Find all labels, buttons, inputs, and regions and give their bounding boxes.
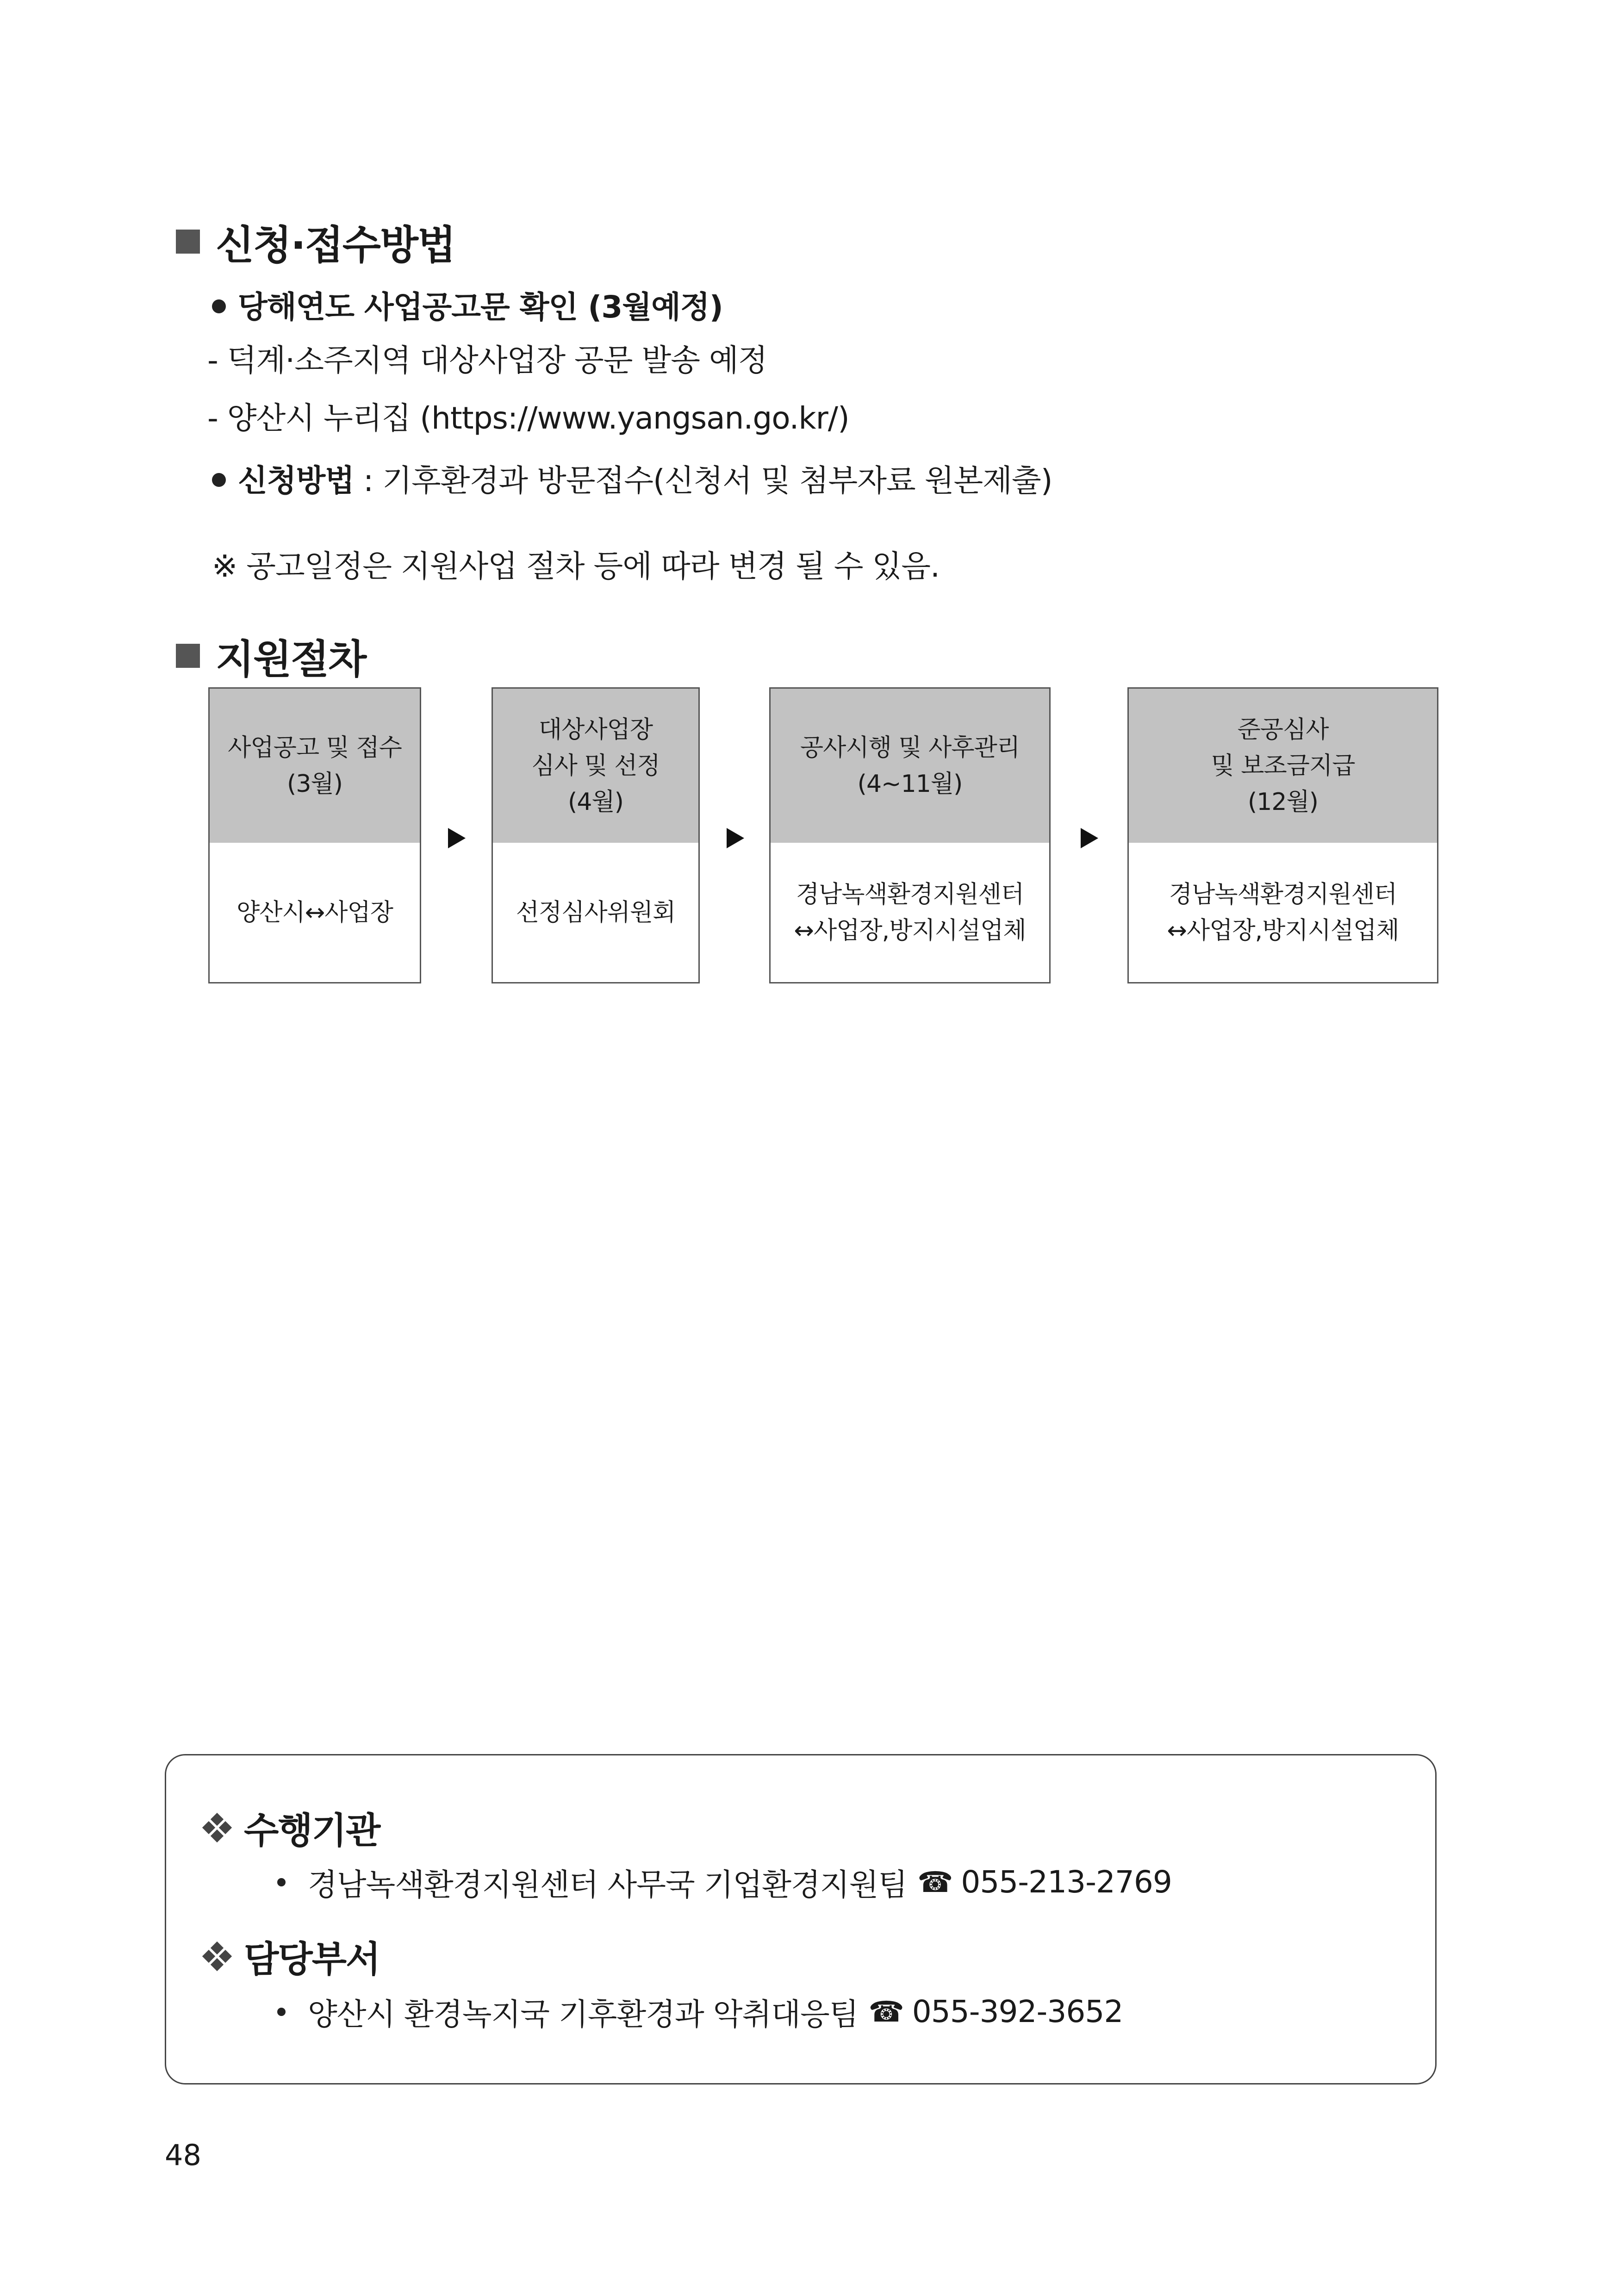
step-body	[1129, 843, 1437, 982]
agency-line	[277, 1860, 1172, 1904]
department-line	[277, 1990, 1123, 2034]
step-header	[493, 689, 698, 843]
section-title: 지원절차	[216, 636, 366, 683]
step-body-text: 경남녹색환경지원센터 ↔사업장,방지시설업체	[794, 880, 1026, 945]
bullet-text: : 기후환경과 방문접수(신청서 및 첨부자료 원본제출)	[354, 463, 1052, 498]
bullet-text: 당해연도 사업공고문 확인 (3월예정)	[238, 289, 723, 325]
step-header-text: 준공심사 및 보조금지급 (12월)	[1211, 716, 1355, 816]
section-procedure-header	[176, 627, 366, 684]
square-bullet-icon	[176, 230, 200, 254]
step-body-text: 경남녹색환경지원센터 ↔사업장,방지시설업체	[1167, 880, 1399, 945]
section-application-header	[176, 213, 455, 270]
contact-info-box	[165, 1754, 1437, 2084]
department-header	[203, 1930, 380, 1982]
small-bullet-icon	[277, 2008, 286, 2016]
dash-item-official-letter: - 덕계·소주지역 대상사업장 공문 발송 예정	[207, 342, 767, 378]
step-body-text: 선정심사위원회	[516, 898, 676, 927]
diamond-bullet-icon	[203, 1814, 231, 1842]
agency-header	[203, 1802, 380, 1854]
step-header	[771, 689, 1049, 843]
section-title: 신청·접수방법	[216, 222, 455, 268]
round-bullet-icon	[212, 473, 226, 487]
step-header-text: 공사시행 및 사후관리 (4~11월)	[800, 734, 1020, 798]
flow-arrow-icon	[1081, 828, 1098, 848]
round-bullet-icon	[212, 299, 226, 313]
department-text: 양산시 환경녹지국 기후환경과 악취대응팀	[308, 1997, 859, 2032]
diamond-bullet-icon	[203, 1942, 231, 1970]
small-bullet-icon	[277, 1878, 286, 1886]
department-title: 담당부서	[244, 1939, 380, 1980]
page-number: 48	[165, 2138, 201, 2172]
phone-icon: ☎	[917, 1865, 953, 1899]
step-body-text: 양산시↔사업장	[236, 898, 393, 927]
agency-phone: 055-213-2769	[961, 1864, 1172, 1900]
bullet-label: 신청방법	[238, 463, 355, 498]
dash-item-website: - 양산시 누리집 (https://www.yangsan.go.kr/)	[207, 400, 849, 436]
process-step-4	[1127, 687, 1438, 983]
step-body	[771, 843, 1049, 982]
process-step-3	[769, 687, 1051, 983]
step-body	[210, 843, 420, 982]
flow-arrow-icon	[448, 828, 466, 848]
department-phone: 055-392-3652	[912, 1994, 1123, 2029]
step-header	[210, 689, 420, 843]
agency-title: 수행기관	[244, 1810, 380, 1852]
step-body	[493, 843, 698, 982]
bullet-announcement	[212, 282, 723, 326]
schedule-note: ※ 공고일정은 지원사업 절차 등에 따라 변경 될 수 있음.	[212, 548, 940, 584]
process-step-1	[208, 687, 421, 983]
flow-arrow-icon	[727, 828, 744, 848]
step-header-text: 대상사업장 심사 및 선정 (4월)	[531, 716, 660, 816]
square-bullet-icon	[176, 644, 200, 668]
process-step-2	[492, 687, 700, 983]
step-header	[1129, 689, 1437, 843]
bullet-application-method	[212, 456, 1052, 500]
phone-icon: ☎	[868, 1995, 904, 2028]
agency-text: 경남녹색환경지원센터 사무국 기업환경지원팀	[308, 1867, 908, 1903]
step-header-text: 사업공고 및 접수 (3월)	[228, 734, 402, 798]
